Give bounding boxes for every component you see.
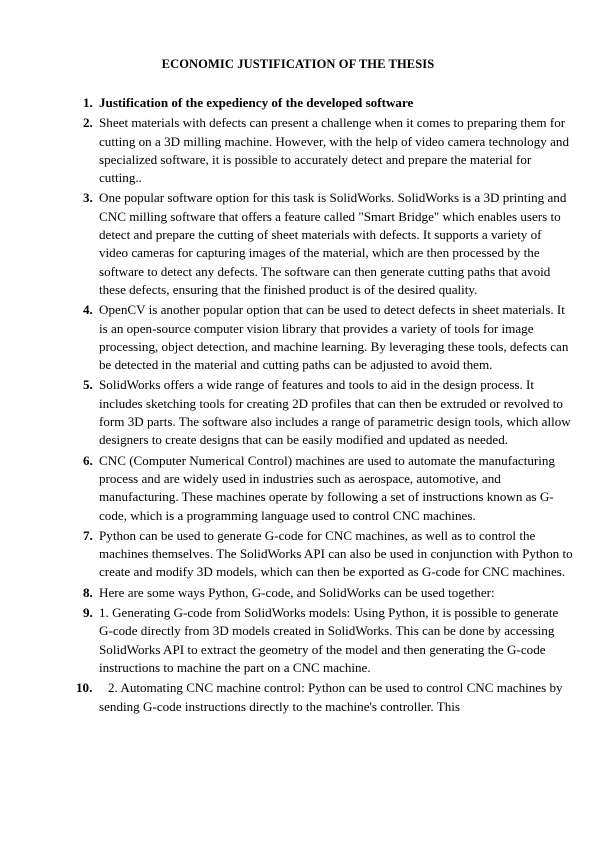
list-item-number: 2. bbox=[83, 115, 93, 131]
list-item-number: 6. bbox=[83, 452, 93, 468]
list-item bbox=[83, 189, 573, 299]
list-item-text: Python can be used to generate G-code for CNC machines, as well as to control the machines themselves. The SolidWorks API can also be used in conjunction with Python to create and modify 3D models, which can then be exported as G-code for CNC machines. bbox=[99, 527, 573, 580]
list-item-text: OpenCV is another popular option that can be used to detect defects in sheet materials. It is an open-source computer vision library that provides a variety of tools for image processing, object detection, and machine learning. By leveraging these tools, defects can be detected in the material and cutting paths can be adjusted to avoid them. bbox=[99, 302, 569, 373]
section-heading: Justification of the expediency of the developed software bbox=[99, 95, 414, 110]
numbered-list bbox=[76, 94, 573, 718]
document-title: ECONOMIC JUSTIFICATION OF THE THESIS bbox=[161, 57, 435, 71]
list-item bbox=[83, 527, 573, 582]
list-item bbox=[83, 301, 573, 374]
list-item-number: 1. bbox=[83, 95, 93, 110]
list-item bbox=[83, 452, 573, 525]
list-item bbox=[83, 114, 573, 187]
list-item-number: 5. bbox=[83, 377, 93, 393]
list-item-text: 2. Automating CNC machine control: Python can be used to control CNC machines by sending G-code instructions directly to the machine's controller. This bbox=[99, 680, 563, 714]
list-item-number: 4. bbox=[83, 302, 93, 318]
list-item bbox=[76, 679, 573, 716]
list-item bbox=[83, 94, 573, 112]
list-item-text: 1. Generating G-code from SolidWorks models: Using Python, it is possible to generate G-code directly from 3D models created in SolidWorks. This can be done by accessing SolidWorks API to extract the geometry of the model and then generating the G-code instructions to machine the part on a CNC machine. bbox=[99, 605, 559, 675]
list-item bbox=[83, 376, 573, 449]
list-item-text: Sheet materials with defects can present a challenge when it comes to preparing them for cutting on a 3D milling machine. However, with the help of video camera technology and specialized software, it is possible to accurately detect and prepare the material for cutting.. bbox=[99, 115, 569, 186]
list-item bbox=[83, 604, 573, 677]
list-item-text: Here are some ways Python, G-code, and SolidWorks can be used together: bbox=[99, 584, 495, 600]
list-item-number: 7. bbox=[83, 527, 93, 543]
list-item-text: SolidWorks offers a wide range of features and tools to aid in the design process. It includes sketching tools for creating 2D profiles that can then be extruded or revolved to form 3D parts. The software also includes a range of parametric design tools, which allow designers to create designs that can be easily modified and updated as needed. bbox=[99, 377, 571, 448]
list-item-number: 3. bbox=[83, 190, 93, 206]
list-item bbox=[83, 584, 573, 602]
list-item-number: 9. bbox=[83, 605, 93, 621]
list-item-text: CNC (Computer Numerical Control) machines are used to automate the manufacturing process and are widely used in industries such as aerospace, automotive, and manufacturing. These machines operate by following a set of instructions known as G-code, which is a programming language used to control CNC machines. bbox=[99, 452, 555, 523]
list-item-number: 10. bbox=[76, 680, 93, 696]
list-item-number: 8. bbox=[83, 584, 93, 600]
list-item-text: One popular software option for this task is SolidWorks. SolidWorks is a 3D printing and CNC milling software that offers a feature called "Smart Bridge" which enables users to detect and prepare the cutting of sheet materials with defects. It supports a variety of video cameras for capturing images of the material, which are then processed by the software to detect any defects. The software can then generate cutting paths that avoid these defects, ensuring that the finished product is of the desired quality. bbox=[99, 190, 567, 297]
